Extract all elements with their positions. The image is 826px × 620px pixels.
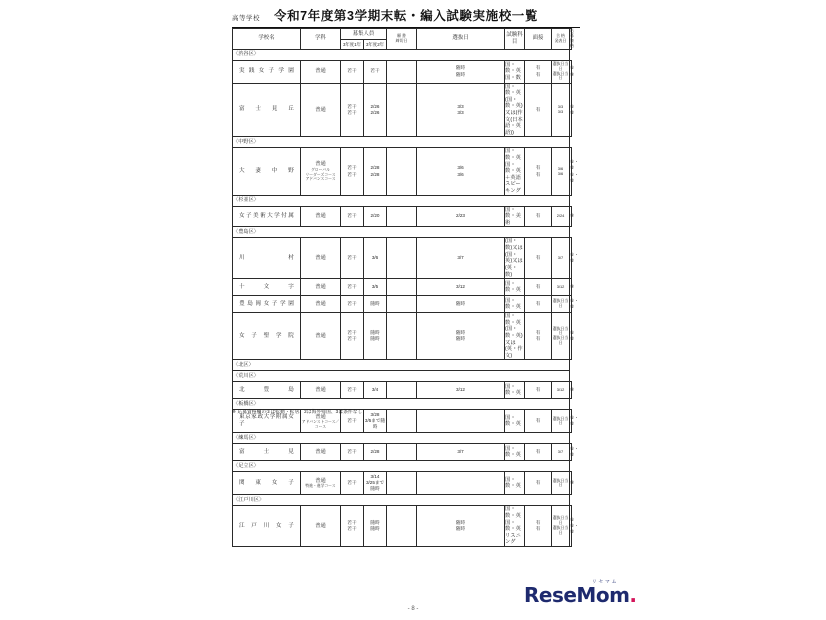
table-row: [233, 83, 572, 137]
cell-school-name: 東京家政大学附属女子: [233, 410, 301, 433]
schools-table: [232, 28, 579, 547]
cell-result-date: 3/3 3/3: [552, 83, 570, 137]
cell-qualification: ① ②: [570, 313, 572, 360]
cell-result-date: 3/7: [552, 444, 570, 461]
cell-school-name: 富士見丘: [233, 83, 301, 137]
cell-capacity-y2: 3/6: [364, 238, 387, 279]
cell-capacity-y2: 随時 随時: [364, 313, 387, 360]
cell-qualification: ③: [570, 472, 572, 495]
ward-heading-row: [233, 433, 572, 444]
cell-qualification: ③: [570, 382, 572, 399]
cell-subjects: 国・数・英: [505, 296, 525, 313]
cell-deadline: [387, 410, 417, 433]
cell-capacity-y2: 2/20: [364, 206, 387, 227]
cell-capacity-y1: 若干 若干: [341, 313, 364, 360]
table-row: [233, 313, 572, 360]
cell-course: 普通 アドバンストコース／コース: [301, 410, 341, 433]
cell-result-date: 3/6 3/6: [552, 148, 570, 195]
cell-school-name: 北豊島: [233, 382, 301, 399]
table-row: [233, 148, 572, 195]
document-kind-label: 高等学校: [232, 15, 260, 22]
cell-capacity-y1: 若干 若干: [341, 148, 364, 195]
cell-capacity-y1: 若干: [341, 382, 364, 399]
cell-deadline: [387, 444, 417, 461]
cell-capacity-y1: 若干: [341, 206, 364, 227]
logo-dot: .: [629, 583, 637, 607]
cell-subjects: 国・数・英(国・数・英)又は(作文(日本語・英語)): [505, 83, 523, 136]
cell-capacity-y2: 2/26 2/26: [364, 83, 387, 137]
cell-deadline: [387, 313, 417, 360]
cell-deadline: [387, 472, 417, 495]
cell-course: 普通: [301, 206, 341, 227]
cell-subjects: 国・数・美術: [505, 206, 525, 227]
page-number: - 8 -: [407, 606, 419, 612]
cell-result-date: 3/12: [552, 382, 570, 399]
cell-capacity-y1: 若干: [341, 60, 364, 83]
cell-course: 普通 特進・進学コース: [301, 472, 341, 495]
cell-qualification: ① ②: [570, 83, 572, 137]
logo-text: ReseMom: [524, 583, 630, 607]
resemom-logo: [524, 583, 637, 607]
cell-subjects: 国・数・英(国・数・英)又は(英・作文): [505, 313, 523, 359]
cell-exam-date: 3/7: [417, 444, 505, 461]
cell-capacity-y2: 随時: [364, 296, 387, 313]
header-capacity-y2: 3年度2年: [364, 40, 387, 49]
ward-heading-row: [233, 195, 572, 206]
cell-deadline: [387, 506, 417, 547]
cell-result-date: 選抜日当日: [552, 296, 570, 313]
cell-capacity-y2: 3/5: [364, 279, 387, 296]
cell-school-name: 川村: [233, 238, 301, 279]
cell-course: 普通: [301, 279, 341, 296]
ward-heading-row: [233, 461, 572, 472]
cell-exam-date: 3/12: [417, 279, 505, 296]
cell-course: 普通: [301, 296, 341, 313]
cell-result-date: 選抜日当日 選抜日当日: [552, 506, 570, 547]
cell-capacity-y1: 若干: [341, 472, 364, 495]
cell-exam-date: [417, 410, 505, 433]
cell-interview: 有: [525, 83, 552, 137]
cell-interview: 有 有: [525, 60, 552, 83]
cell-capacity-y1: 若干 若干: [341, 506, 364, 547]
cell-result-date: 選抜日当日 選抜日当日: [552, 60, 570, 83]
header-school: 学校名: [233, 29, 301, 50]
ward-label: 〈北区〉: [233, 360, 570, 371]
cell-subjects: 国・数・英: [505, 279, 525, 296]
cell-exam-date: 随時 随時: [417, 60, 505, 83]
header-capacity-y1: 3年度1年: [341, 40, 364, 49]
cell-qualification: ① ③: [570, 60, 572, 83]
table-row: [233, 296, 572, 313]
cell-exam-date: [417, 472, 505, 495]
header-course: 学科: [301, 29, 341, 50]
cell-deadline: [387, 148, 417, 195]
cell-subjects: 国・数・英: [505, 382, 525, 399]
cell-qualification: ①・② ①・②: [570, 148, 572, 195]
cell-subjects: 国・数・英: [505, 444, 525, 461]
header-subjects: 試験科目: [505, 29, 525, 50]
cell-exam-date: 随時: [417, 296, 505, 313]
ward-heading-row: [233, 495, 572, 506]
footnote: ※ 応募資格欄の①は転勤・転居、2は海外帰国、3は条件なし: [232, 409, 363, 414]
cell-qualification: ①・②: [570, 410, 572, 433]
cell-school-name: 江戸川女子: [233, 506, 301, 547]
cell-capacity-y2: 2/28 2/28: [364, 148, 387, 195]
ward-label: 〈足立区〉: [233, 461, 570, 472]
cell-capacity-y2: 3/28 3/5まで随時: [364, 410, 387, 433]
cell-capacity-y1: 若干: [341, 296, 364, 313]
cell-deadline: [387, 83, 417, 137]
cell-capacity-y1: 若干: [341, 279, 364, 296]
cell-capacity-y1: 若干 若干: [341, 83, 364, 137]
ward-label: 〈荒川区〉: [233, 371, 570, 382]
cell-qualification: ①・②: [570, 238, 572, 279]
ward-label: 〈中野区〉: [233, 137, 570, 148]
ward-label: 〈渋谷区〉: [233, 49, 570, 60]
cell-school-name: 豊島岡女子学園: [233, 296, 301, 313]
cell-qualification: ①・②: [570, 296, 572, 313]
cell-subjects: (国・数)又は(国・英)又は(英・数): [505, 238, 523, 278]
cell-result-date: 3/12: [552, 279, 570, 296]
ward-heading-row: [233, 137, 572, 148]
cell-capacity-y2: 随時 随時: [364, 506, 387, 547]
page-title: 令和7年度第3学期末転・編入試験実施校一覧: [232, 6, 580, 28]
cell-result-date: 選抜日当日: [552, 472, 570, 495]
cell-exam-date: 2/23: [417, 206, 505, 227]
cell-capacity-y2: 3/4: [364, 382, 387, 399]
cell-school-name: 実践女子学園: [233, 60, 301, 83]
cell-interview: 有: [525, 444, 552, 461]
cell-subjects: 国・数・英: [505, 410, 525, 433]
cell-course: 普通: [301, 60, 341, 83]
ward-label: 〈江戸川区〉: [233, 495, 570, 506]
cell-school-name: 富士見: [233, 444, 301, 461]
cell-capacity-y2: 3/14 3/25まで随時: [364, 472, 387, 495]
schools-table-body: [233, 28, 579, 547]
logo-subtitle: リセマム: [592, 579, 619, 584]
cell-school-name: 十文字: [233, 279, 301, 296]
cell-deadline: [387, 206, 417, 227]
cell-deadline: [387, 279, 417, 296]
cell-exam-date: 随時 随時: [417, 313, 505, 360]
table-header-row: [233, 29, 572, 40]
cell-capacity-y1: 若干: [341, 238, 364, 279]
cell-exam-date: 3/12: [417, 382, 505, 399]
cell-qualification: ① ①・②: [570, 506, 572, 547]
ward-label: 〈練馬区〉: [233, 433, 570, 444]
cell-capacity-y1: 若干: [341, 410, 364, 433]
cell-course: 普通: [301, 313, 341, 360]
cell-exam-date: 3/3 3/3: [417, 83, 505, 137]
cell-qualification: ③: [570, 206, 572, 227]
table-row: [233, 506, 572, 547]
header-interview: 面接: [525, 29, 552, 50]
table-row: [233, 60, 572, 83]
cell-subjects: 国・数・英: [505, 472, 525, 495]
cell-school-name: 大妻中野: [233, 148, 301, 195]
cell-deadline: [387, 238, 417, 279]
cell-interview: 有: [525, 410, 552, 433]
cell-exam-date: 3/6 3/6: [417, 148, 505, 195]
cell-school-name: 女子聖学院: [233, 313, 301, 360]
cell-interview: 有: [525, 279, 552, 296]
header-deadline: 願 書 締切日: [387, 29, 417, 50]
cell-deadline: [387, 296, 417, 313]
cell-subjects: 国・数・英国・数: [505, 60, 525, 83]
cell-school-name: 女子美術大学付属: [233, 206, 301, 227]
cell-interview: 有: [525, 472, 552, 495]
cell-capacity-y1: 若干: [341, 444, 364, 461]
table-row: [233, 382, 572, 399]
cell-capacity-y2: 若干: [364, 60, 387, 83]
ward-heading-row: [233, 49, 572, 60]
table-row: [233, 472, 572, 495]
ward-heading-row: [233, 360, 572, 371]
cell-interview: 有 有: [525, 506, 552, 547]
cell-course: 普通: [301, 238, 341, 279]
cell-exam-date: 随時 随時: [417, 506, 505, 547]
cell-interview: 有 有: [525, 148, 552, 195]
cell-course: 普通: [301, 83, 341, 137]
header-result: 合 格 発表日: [552, 29, 570, 50]
cell-interview: 有 有: [525, 313, 552, 360]
table-row: [233, 238, 572, 279]
cell-course: 普通 グローバル リーダーズコース アドバンスコース: [301, 148, 341, 195]
cell-result-date: 3/7: [552, 238, 570, 279]
ward-label: 〈豊島区〉: [233, 227, 570, 238]
cell-result-date: 選抜日当日 選抜日当日: [552, 313, 570, 360]
cell-capacity-y2: 2/28: [364, 444, 387, 461]
cell-deadline: [387, 60, 417, 83]
cell-deadline: [387, 382, 417, 399]
cell-interview: 有: [525, 206, 552, 227]
cell-qualification: ①・②: [570, 444, 572, 461]
header-exam-date: 選抜日: [417, 29, 505, 50]
cell-course: 普通: [301, 444, 341, 461]
cell-course: 普通: [301, 382, 341, 399]
cell-exam-date: 3/7: [417, 238, 505, 279]
table-row: [233, 444, 572, 461]
cell-interview: 有: [525, 382, 552, 399]
table-row: [233, 279, 572, 296]
ward-label: 〈板橋区〉: [233, 399, 570, 410]
cell-interview: 有: [525, 296, 552, 313]
cell-subjects: 国・数・英国・数・英＋英語スピーキング: [505, 148, 525, 195]
header-capacity: 募集人員: [341, 29, 387, 40]
cell-result-date: 2/24: [552, 206, 570, 227]
header-qualification: 応 募 資 格: [570, 28, 574, 48]
cell-interview: 有: [525, 238, 552, 279]
cell-qualification: ③: [570, 279, 572, 296]
ward-heading-row: [233, 371, 572, 382]
ward-heading-row: [233, 227, 572, 238]
cell-school-name: 関東女子: [233, 472, 301, 495]
cell-course: 普通: [301, 506, 341, 547]
cell-result-date: 選抜日当日: [552, 410, 570, 433]
cell-subjects: 国・数・英国・数・英リスニング: [505, 506, 525, 547]
ward-label: 〈杉並区〉: [233, 195, 570, 206]
table-row: [233, 206, 572, 227]
